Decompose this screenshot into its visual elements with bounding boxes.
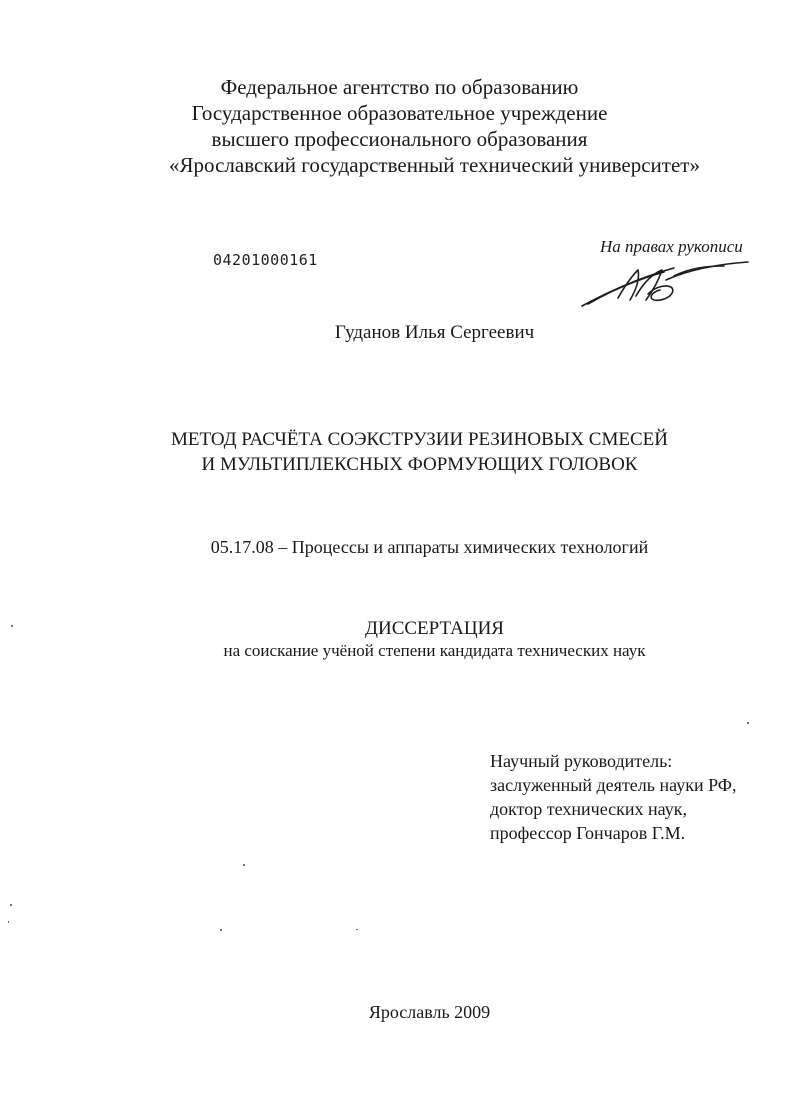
title-line-1: МЕТОД РАСЧЁТА СОЭКСТРУЗИИ РЕЗИНОВЫХ СМЕСЕЙ <box>171 429 668 450</box>
document-type-heading: ДИССЕРТАЦИЯ <box>365 618 504 639</box>
supervisor-degree: доктор технических наук, <box>490 799 687 819</box>
supervisor-name: профессор Гончаров Г.М. <box>490 823 686 843</box>
scan-speck <box>10 904 12 906</box>
dissertation-title <box>0 427 799 477</box>
document-type-subheading: на соискание учёной степени кандидата технических наук <box>223 641 646 660</box>
scan-speck <box>243 864 245 866</box>
institution-header <box>0 74 799 178</box>
author-name: Гуданов Илья Сергеевич <box>334 322 535 343</box>
supervisor-label: Научный руководитель: <box>490 751 673 771</box>
signature-icon <box>578 256 758 312</box>
scan-speck <box>220 929 222 931</box>
header-line-agency: Федеральное агентство по образованию <box>220 75 579 99</box>
scan-speck <box>8 921 9 923</box>
document-type <box>0 618 799 662</box>
title-line-2: И МУЛЬТИПЛЕКСНЫХ ФОРМУЮЩИХ ГОЛОВОК <box>201 454 638 475</box>
header-line-university-name: «Ярославский государственный технический университет» <box>169 153 700 177</box>
specialty-code: 05.17.08 – Процессы и аппараты химических технологий <box>210 537 649 557</box>
manuscript-rights-note: На правах рукописи <box>600 237 743 256</box>
header-line-education-level: высшего профессионального образования <box>211 127 588 151</box>
scan-speck <box>11 625 13 627</box>
header-line-institution-type: Государственное образовательное учреждение <box>191 101 608 125</box>
scan-speck <box>356 929 358 930</box>
scan-speck <box>747 722 749 724</box>
supervisor-honorary-title: заслуженный деятель науки РФ, <box>490 775 737 795</box>
city-and-year: Ярославль 2009 <box>368 1002 491 1022</box>
scientific-supervisor <box>490 749 737 845</box>
catalog-number: 04201000161 <box>213 251 318 269</box>
